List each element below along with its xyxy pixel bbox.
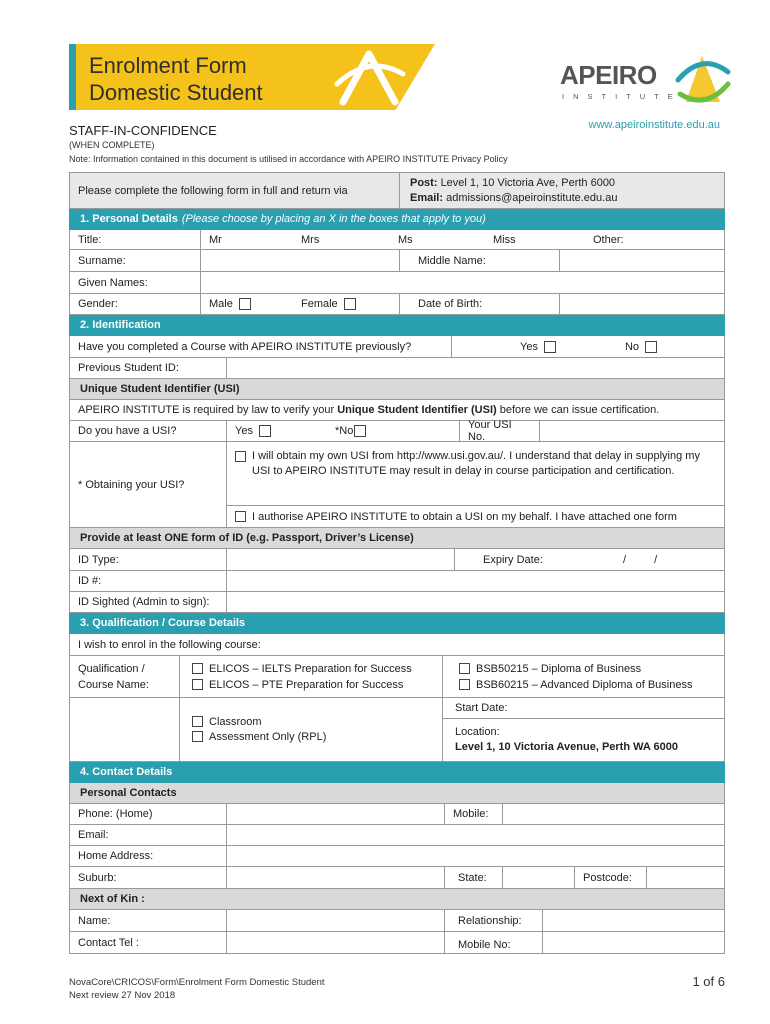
course-pte-label: ELICOS – PTE Preparation for Success <box>209 678 404 691</box>
usi-option-authorise-text: I authorise APEIRO INSTITUTE to obtain a USI on my behalf. I have attached one form <box>252 510 677 523</box>
section-identification-heading: 2. Identification <box>69 315 725 336</box>
course-ielts-checkbox[interactable] <box>192 663 203 674</box>
title-row <box>69 230 725 250</box>
course-pte[interactable] <box>192 677 403 693</box>
usi-option-authorise[interactable] <box>227 506 724 527</box>
obtaining-usi-options <box>227 442 724 527</box>
title-banner <box>69 44 435 110</box>
gender-male-checkbox[interactable] <box>239 298 251 310</box>
post-label: Post: <box>410 176 438 189</box>
course-pte-checkbox[interactable] <box>192 679 203 690</box>
previous-course-question: Have you completed a Course with APEIRO INSTITUTE previously? <box>70 336 452 357</box>
course-row <box>69 656 725 698</box>
previous-id-field[interactable] <box>227 358 724 378</box>
id-number-label: ID #: <box>70 571 227 591</box>
title-option-mr[interactable]: Mr <box>209 233 222 246</box>
address-label: Home Address: <box>70 846 227 866</box>
usi-req-text-a: APEIRO INSTITUTE is required by law to verify your <box>78 404 338 416</box>
nok-contact-label: Contact Tel : <box>70 932 227 953</box>
mode-rpl-label: Assessment Only (RPL) <box>209 730 327 743</box>
previous-course-no[interactable] <box>564 336 724 357</box>
logo-wordmark: APEIRO <box>560 60 657 90</box>
previous-course-row <box>69 336 725 358</box>
mobile-field[interactable] <box>503 804 724 824</box>
logo-subtitle: INSTITUTE <box>562 92 682 101</box>
title-option-ms[interactable]: Ms <box>398 233 413 246</box>
footer <box>69 976 325 1002</box>
intro-instruction: Please complete the following form in full and return via <box>70 173 400 208</box>
dob-field[interactable] <box>560 294 724 314</box>
form-title <box>89 52 263 106</box>
usi-option-own-text: I will obtain my own USI from http://www.usi.gov.au/. I understand that delay in supplying my USI to APEIRO INSTITUTE may result in delay in course participation and certification. <box>252 450 700 477</box>
staff-in-confidence: STAFF-IN-CONFIDENCE <box>69 123 217 138</box>
surname-row <box>69 250 725 272</box>
state-label: State: <box>445 867 503 888</box>
usi-option-own[interactable] <box>227 442 724 506</box>
id-type-row <box>69 549 725 571</box>
course-label-line2: Course Name: <box>78 678 149 691</box>
start-date-label: Start Date: <box>455 702 508 714</box>
previous-course-no-label: No <box>624 340 639 353</box>
banner-accent-bar <box>69 44 76 110</box>
middle-name-field[interactable] <box>560 250 724 271</box>
given-names-label: Given Names: <box>70 272 201 293</box>
footer-review: Next review 27 Nov 2018 <box>69 990 176 1001</box>
mode-rpl-checkbox[interactable] <box>192 731 203 742</box>
id-type-label: ID Type: <box>70 549 227 570</box>
title-option-miss[interactable]: Miss <box>493 233 516 246</box>
suburb-row <box>69 867 725 889</box>
usi-option-authorise-checkbox[interactable] <box>235 511 246 522</box>
expiry-slash-1: / <box>623 553 627 566</box>
course-options-right <box>443 656 724 697</box>
have-usi-yes-label: Yes <box>235 425 253 437</box>
have-usi-no[interactable] <box>327 421 460 441</box>
previous-id-row <box>69 358 725 379</box>
gender-label: Gender: <box>70 294 201 314</box>
start-date-field[interactable] <box>443 698 724 719</box>
id-heading: Provide at least ONE form of ID (e.g. Passport, Driver’s License) <box>69 528 725 549</box>
section-personal-title: 1. Personal Details <box>80 213 178 225</box>
course-diploma-checkbox[interactable] <box>459 663 470 674</box>
relationship-field[interactable] <box>543 910 724 931</box>
middle-name-label: Middle Name: <box>400 250 560 271</box>
phone-row <box>69 804 725 825</box>
previous-course-yes-checkbox[interactable] <box>544 341 556 353</box>
usi-heading: Unique Student Identifier (USI) <box>69 379 725 400</box>
course-advanced-diploma-checkbox[interactable] <box>459 679 470 690</box>
section-contact-heading: 4. Contact Details <box>69 762 725 783</box>
usi-number-field[interactable] <box>540 421 724 441</box>
email-value: admissions@apeiroinstitute.edu.au <box>446 191 618 204</box>
have-usi-label: Do you have a USI? <box>70 421 227 441</box>
enrol-text: I wish to enrol in the following course: <box>78 638 261 651</box>
phone-label: Phone: (Home) <box>70 804 227 824</box>
address-row <box>69 846 725 867</box>
apeiro-logo <box>560 50 740 110</box>
previous-course-no-checkbox[interactable] <box>645 341 657 353</box>
nok-name-row <box>69 910 725 932</box>
id-sighted-field[interactable] <box>227 592 724 612</box>
location-value: Level 1, 10 Victoria Avenue, Perth WA 6000 <box>455 741 678 753</box>
postcode-label: Postcode: <box>575 867 647 888</box>
title-label: Title: <box>70 230 201 249</box>
form-title-line1: Enrolment Form <box>89 53 247 78</box>
nok-name-field[interactable] <box>227 910 445 931</box>
logo-emblem-icon <box>672 50 734 110</box>
nok-name-label: Name: <box>70 910 227 931</box>
surname-field[interactable] <box>201 250 400 271</box>
usi-req-text-c: before we can issue certification. <box>496 404 660 416</box>
previous-id-label: Previous Student ID: <box>70 358 227 378</box>
course-label-line1: Qualification / <box>78 662 145 675</box>
address-field[interactable] <box>227 846 724 866</box>
id-type-field[interactable] <box>227 549 455 570</box>
section-personal-heading <box>69 209 725 230</box>
usi-requirement <box>70 400 724 420</box>
course-ielts[interactable] <box>192 661 412 677</box>
nok-mobile-field[interactable] <box>543 932 724 953</box>
banner-emblem-icon <box>329 44 409 110</box>
nok-contact-row <box>69 932 725 954</box>
location <box>443 719 724 761</box>
have-usi-yes[interactable] <box>227 421 327 441</box>
mode-classroom[interactable] <box>192 715 262 730</box>
expiry-field[interactable] <box>557 549 724 570</box>
form-title-line2: Domestic Student <box>89 80 263 105</box>
id-sighted-label: ID Sighted (Admin to sign): <box>70 592 227 612</box>
usi-option-own-checkbox[interactable] <box>235 451 246 462</box>
have-usi-no-checkbox[interactable] <box>354 425 366 437</box>
gender-female-label: Female <box>301 298 338 310</box>
relationship-label: Relationship: <box>445 910 543 931</box>
title-option-mrs[interactable]: Mrs <box>301 233 320 246</box>
obtaining-usi-label: * Obtaining your USI? <box>70 442 227 527</box>
have-usi-row <box>69 421 725 442</box>
email-label: Email: <box>410 191 444 204</box>
gender-male-option[interactable] <box>201 294 293 314</box>
mode-rpl[interactable] <box>192 730 326 745</box>
state-field[interactable] <box>503 867 575 888</box>
title-option-other[interactable]: Other: <box>593 233 624 246</box>
gender-row <box>69 294 725 315</box>
course-ielts-label: ELICOS – IELTS Preparation for Success <box>209 662 412 675</box>
expiry-label: Expiry Date: <box>483 553 543 566</box>
section-qualification-heading: 3. Qualification / Course Details <box>69 613 725 634</box>
usi-req-text-b: Unique Student Identifier (USI) <box>337 404 497 416</box>
privacy-note: Note: Information contained in this document is utilised in accordance with APEIRO INSTITUTE Privacy Policy <box>69 154 508 164</box>
dob-label: Date of Birth: <box>400 294 560 314</box>
id-number-field[interactable] <box>227 571 724 591</box>
id-sighted-row <box>69 592 725 613</box>
mode-classroom-label: Classroom <box>209 715 262 728</box>
email-row <box>69 825 725 846</box>
website-link[interactable]: www.apeiroinstitute.edu.au <box>588 119 720 131</box>
section-personal-note: (Please choose by placing an X in the boxes that apply to you) <box>181 213 486 225</box>
course-advanced-diploma[interactable] <box>459 677 692 693</box>
enrolment-form <box>69 172 725 954</box>
have-usi-yes-checkbox[interactable] <box>259 425 271 437</box>
mode-label-blank <box>70 698 180 761</box>
start-location <box>443 698 724 761</box>
intro-row <box>69 172 725 209</box>
email-field[interactable] <box>227 825 724 845</box>
post-value: Level 1, 10 Victoria Ave, Perth 6000 <box>440 176 616 189</box>
gender-male-label: Male <box>209 298 233 310</box>
mobile-label: Mobile: <box>445 804 503 824</box>
mode-options <box>180 698 443 761</box>
previous-course-yes[interactable] <box>452 336 564 357</box>
gender-female-option[interactable] <box>293 294 400 314</box>
given-names-field[interactable] <box>201 272 724 293</box>
location-label: Location: <box>455 726 500 738</box>
mode-row <box>69 698 725 762</box>
course-options-left <box>180 656 443 697</box>
obtaining-usi-row <box>69 442 725 528</box>
enrol-row <box>69 634 725 656</box>
previous-course-yes-label: Yes <box>520 340 538 353</box>
next-of-kin-heading: Next of Kin : <box>69 889 725 910</box>
have-usi-no-label: *No <box>335 425 354 437</box>
given-names-row <box>69 272 725 294</box>
id-number-row <box>69 571 725 592</box>
usi-number-label: Your USI No. <box>460 421 540 441</box>
gender-female-checkbox[interactable] <box>344 298 356 310</box>
suburb-field[interactable] <box>227 867 445 888</box>
mode-classroom-checkbox[interactable] <box>192 716 203 727</box>
when-complete: (WHEN COMPLETE) <box>69 140 155 150</box>
intro-contact <box>400 173 724 208</box>
expiry-slash-2: / <box>654 553 658 566</box>
course-advanced-diploma-label: BSB60215 – Advanced Diploma of Business <box>476 678 693 691</box>
page-number: 1 of 6 <box>692 974 725 989</box>
nok-mobile-label: Mobile No: <box>445 932 543 953</box>
postcode-field[interactable] <box>647 867 724 888</box>
course-label <box>70 656 180 697</box>
course-diploma[interactable] <box>459 661 641 677</box>
usi-requirement-row <box>69 400 725 421</box>
surname-label: Surname: <box>70 250 201 271</box>
course-diploma-label: BSB50215 – Diploma of Business <box>476 662 642 675</box>
personal-contacts-heading: Personal Contacts <box>69 783 725 804</box>
nok-contact-field[interactable] <box>227 932 445 953</box>
email-label: Email: <box>70 825 227 845</box>
suburb-label: Suburb: <box>70 867 227 888</box>
phone-field[interactable] <box>227 804 445 824</box>
footer-path: NovaCore\CRICOS\Form\Enrolment Form Domestic Student <box>69 977 325 988</box>
